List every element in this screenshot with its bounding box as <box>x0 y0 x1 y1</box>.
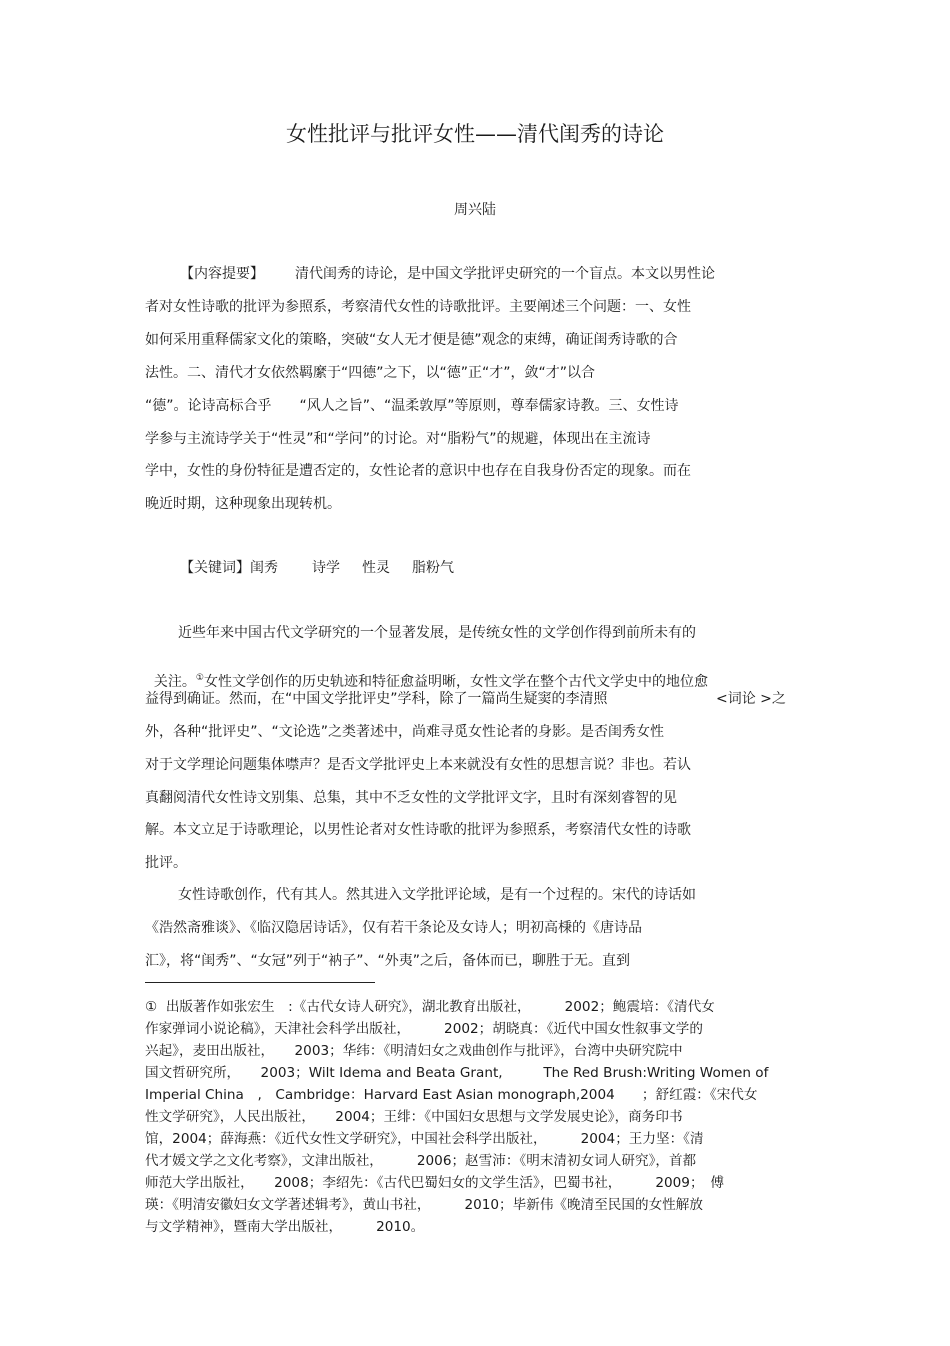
footnote-line: 代才媛文学之文化考察》，文津出版社， 2006；赵雪沛：《明末清初女词人研究》，首都 <box>145 1153 697 1169</box>
body-line: 《浩然斋雅谈》、《临汉隐居诗话》，仅有若干条论及女诗人；明初高棅的《唐诗品 <box>145 920 642 936</box>
abstract-line: 清代闺秀的诗论，是中国文学批评史研究的一个盲点。本文以男性论 <box>295 266 715 282</box>
abstract-line: 学参与主流诗学关于“性灵”和“学问”的讨论。对“脂粉气”的规避，体现出在主流诗 <box>145 431 651 447</box>
body-line: 外，各种“批评史”、“文论选”之类著述中，尚难寻觅女性论者的身影。是否闺秀女性 <box>145 724 665 740</box>
keyword: 闺秀 <box>250 560 278 576</box>
abstract-line: 学中，女性的身份特征是遭否定的，女性论者的意识中也存在自我身份否定的现象。而在 <box>145 463 691 479</box>
keyword: 性灵 <box>362 560 390 576</box>
footnote-line: 性文学研究》，人民出版社， 2004；王绯：《中国妇女思想与文学发展史论》，商务印书 <box>145 1109 683 1125</box>
abstract-label: 【内容提要】 <box>180 266 264 282</box>
keyword: 脂粉气 <box>412 560 454 576</box>
body-line: 女性诗歌创作，代有其人。然其进入文学批评论域，是有一个过程的。宋代的诗话如 <box>178 887 696 903</box>
body-line: 近些年来中国古代文学研究的一个显著发展，是传统女性的文学创作得到前所未有的 <box>178 625 696 641</box>
abstract-line: “德”。论诗高标合乎 “风人之旨”、“温柔敦厚”等原则，尊奉儒家诗教。三、女性诗 <box>145 398 679 414</box>
abstract-line: 如何采用重释儒家文化的策略，突破“女人无才便是德”观念的束缚，确证闺秀诗歌的合 <box>145 332 678 348</box>
keyword: 诗学 <box>312 560 340 576</box>
page-title: 女性批评与批评女性——清代闺秀的诗论 <box>286 122 664 146</box>
abstract-line: 晚近时期，这种现象出现转机。 <box>145 496 341 512</box>
footnote-line: 国文哲研究所， 2003；Wilt Idema and Beata Grant, The Red Brush:Writing Women of <box>145 1065 769 1081</box>
footnote-line: 与文学精神》，暨南大学出版社， 2010。 <box>145 1219 425 1235</box>
body-line-tail: <词论 >之 <box>716 691 786 707</box>
body-line: 汇》，将“闺秀”、“女冠”列于“衲子”、“外夷”之后，备体而已，聊胜于无。直到 <box>145 953 631 969</box>
author: 周兴陆 <box>454 202 496 218</box>
footnote-line: 作家弹词小说论稿》，天津社会科学出版社， 2002；胡晓真：《近代中国女性叙事文学的 <box>145 1021 703 1037</box>
body-line: 益得到确证。然而，在“中国文学批评史”学科，除了一篇尚生疑窦的李清照 <box>145 691 608 707</box>
footnote-divider <box>145 982 375 983</box>
abstract-line: 法性。二、清代才女依然羁縻于“四德”之下，以“德”正“才”，敛“才”以合 <box>145 365 596 381</box>
keywords-label: 【关键词】 <box>180 560 250 576</box>
footnote-line: ① 出版著作如张宏生 :《古代女诗人研究》，湖北教育出版社， 2002；鲍震培：《清代女 <box>145 999 715 1015</box>
footnote-line: 师范大学出版社， 2008；李绍先：《古代巴蜀妇女的文学生活》，巴蜀书社， 2009； 傅 <box>145 1175 724 1191</box>
abstract-line: 者对女性诗歌的批评为参照系，考察清代女性的诗歌批评。主要阐述三个问题：一、女性 <box>145 299 691 315</box>
body-line: 关注。①女性文学创作的历史轨迹和特征愈益明晰，女性文学在整个古代文学史中的地位愈 <box>153 673 708 690</box>
footnote-line: 兴起》，麦田出版社， 2003；华纬：《明清妇女之戏曲创作与批评》，台湾中央研究院中 <box>145 1043 683 1059</box>
body-line: 批评。 <box>145 855 187 871</box>
footnote-line: Imperial China , Cambridge：Harvard East Asian monograph,2004 ；舒红霞：《宋代女 <box>145 1087 758 1103</box>
body-line: 真翻阅清代女性诗文别集、总集，其中不乏女性的文学批评文字，且时有深刻睿智的见 <box>145 790 677 806</box>
body-line: 解。本文立足于诗歌理论，以男性论者对女性诗歌的批评为参照系，考察清代女性的诗歌 <box>145 822 691 838</box>
footnote-marker[interactable]: ① <box>195 673 204 683</box>
footnote-line: 瑛：《明清安徽妇女文学著述辑考》，黄山书社， 2010；毕新伟《晚清至民国的女性解放 <box>145 1197 703 1213</box>
body-line: 对于文学理论问题集体噤声？是否文学批评史上本来就没有女性的思想言说？非也。若认 <box>145 757 691 773</box>
footnote-line: 馆，2004；薛海燕：《近代女性文学研究》，中国社会科学出版社， 2004；王力坚：《清 <box>145 1131 704 1147</box>
